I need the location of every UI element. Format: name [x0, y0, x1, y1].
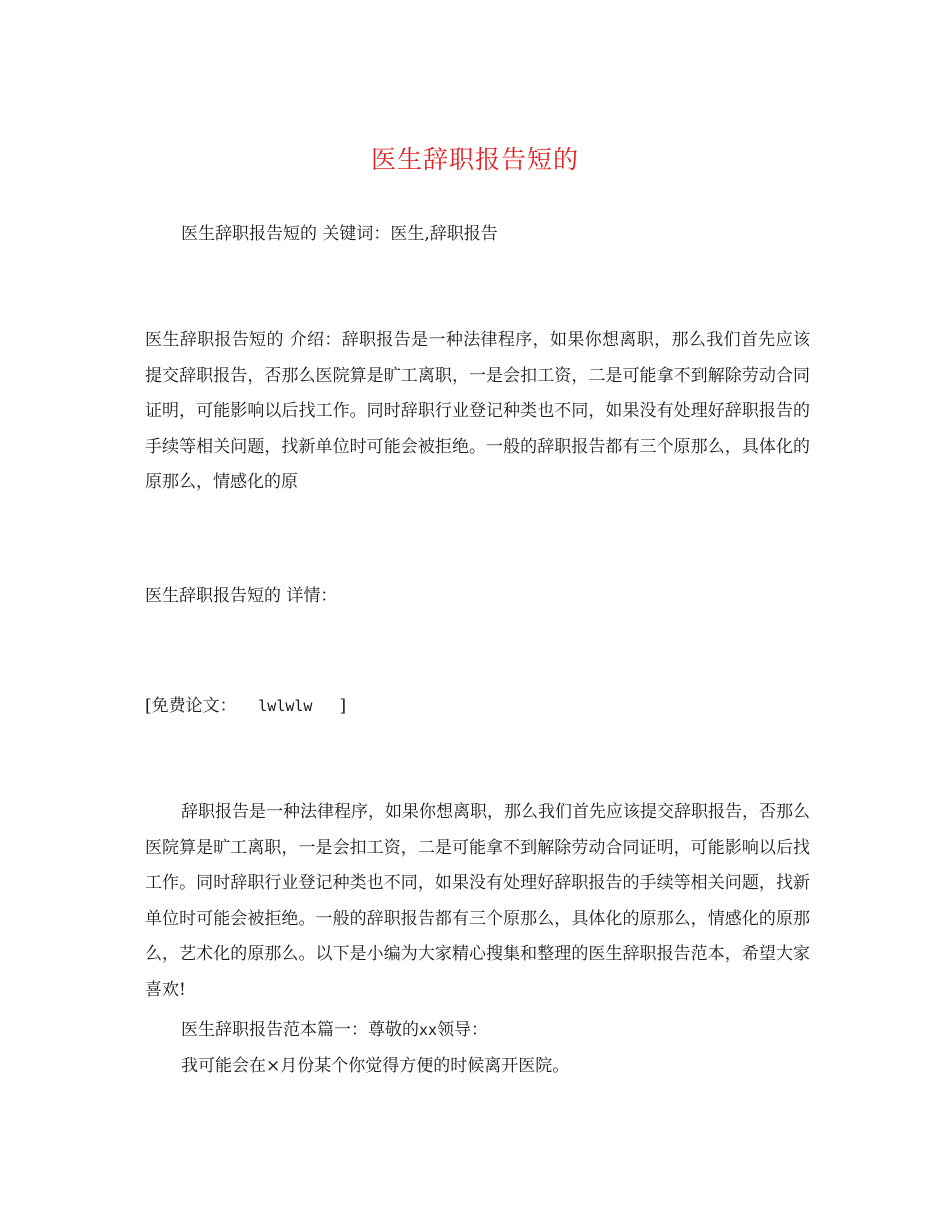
page-title: 医生辞职报告短的: [370, 145, 579, 174]
sample-heading: [145, 1012, 810, 1048]
sample-heading-suffix: 领导：: [437, 1020, 489, 1040]
free-paper-open: [免费论文：: [145, 696, 237, 716]
sample-line: 我可能会在×月份某个你觉得方便的时候离开医院。: [181, 1056, 570, 1076]
keywords-line: 医生辞职报告短的 关键词：医生,辞职报告: [181, 224, 498, 244]
intro-paragraph: 医生辞职报告短的 介绍：辞职报告是一种法律程序，如果你想离职，那么我们首先应该提交辞职报告，否那么医院算是旷工离职，一是会扣工资，二是可能拿不到解除劳动合同证明，可能影响以后找工作。同时辞职行业登记种类也不同，如果没有处理好辞职报告的手续等相关问题，找新单位时可能会被拒绝。一般的辞职报告都有三个原那么，具体化的原那么，情感化的原: [145, 330, 810, 493]
body-paragraph: 辞职报告是一种法律程序，如果你想离职，那么我们首先应该提交辞职报告，否那么医院算是旷工离职，一是会扣工资，二是可能拿不到解除劳动合同证明，可能影响以后找工作。同时辞职行业登记种类也不同，如果没有处理好辞职报告的手续等相关问题，找新单位时可能会被拒绝。一般的辞职报告都有三个原那么，具体化的原那么，情感化的原那么，艺术化的原那么。以下是小编为大家精心搜集和整理的医生辞职报告范本，希望大家喜欢!: [145, 802, 810, 1000]
sample-heading-xx: xx: [419, 1021, 438, 1039]
sample-heading-prefix: 医生辞职报告范本篇一：尊敬的: [181, 1020, 419, 1040]
free-paper-line: [145, 688, 346, 724]
details-label: 医生辞职报告短的 详情：: [145, 586, 338, 606]
free-paper-close: ]: [339, 696, 347, 716]
free-paper-code: lwlwlw: [258, 697, 313, 715]
